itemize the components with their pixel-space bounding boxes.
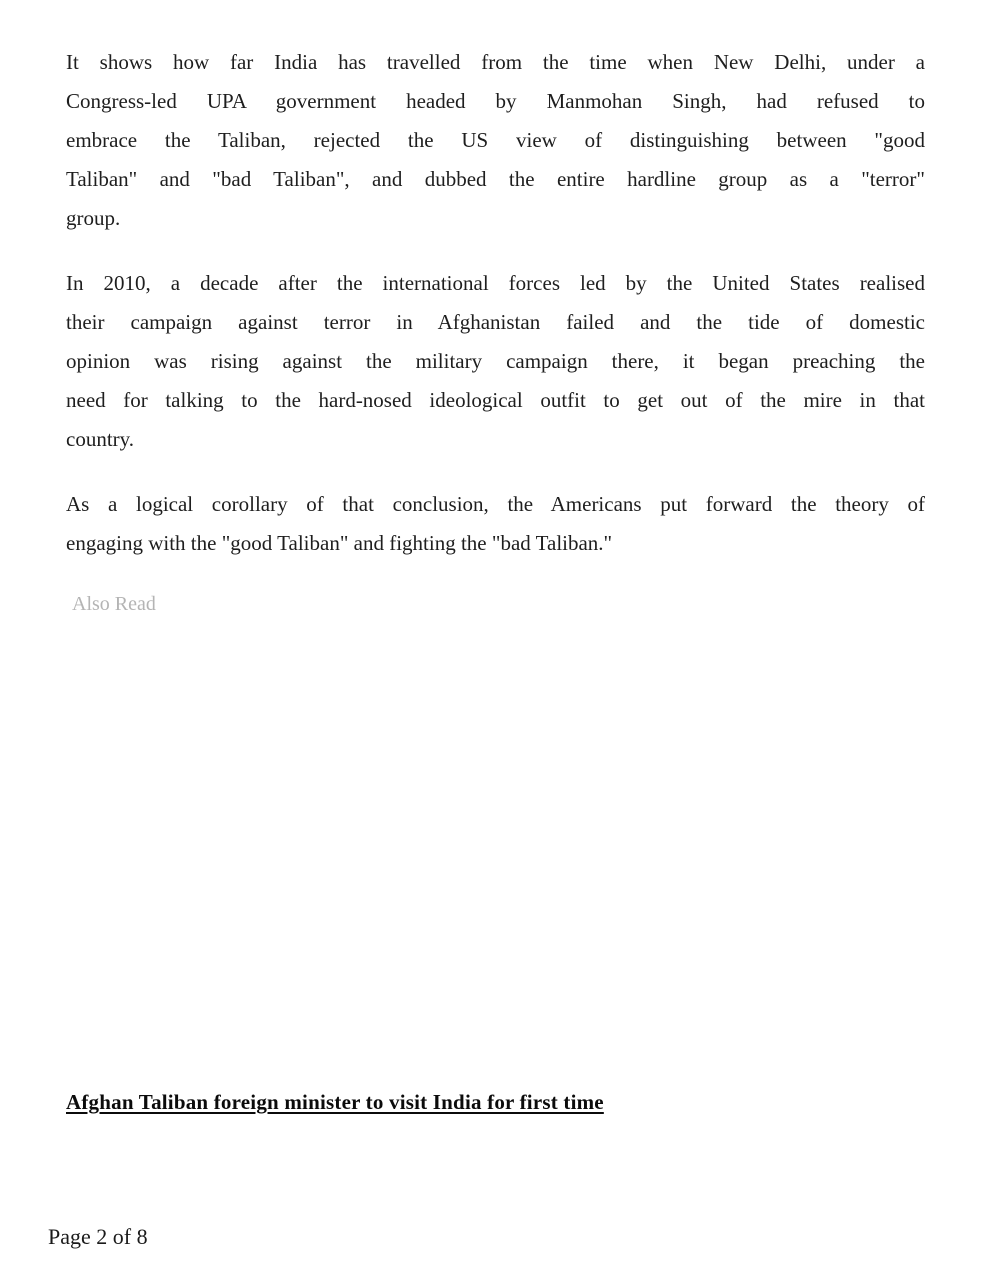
paragraph-line: In 2010, a decade after the international forces led by the United States realised	[66, 271, 925, 295]
paragraph-line: opinion was rising against the military campaign there, it began preaching the	[66, 349, 925, 373]
paragraph-line: As a logical corollary of that conclusion, the Americans put forward the theory of	[66, 492, 925, 516]
paragraph-line: embrace the Taliban, rejected the US view of distinguishing between "good	[66, 128, 925, 152]
paragraph	[66, 485, 925, 563]
paragraph-line: It shows how far India has travelled from the time when New Delhi, under a	[66, 50, 925, 74]
paragraph-line: Taliban" and "bad Taliban", and dubbed the entire hardline group as a "terror"	[66, 167, 925, 191]
paragraph-line: group.	[66, 206, 121, 230]
paragraph	[66, 264, 925, 459]
article-paragraphs	[66, 43, 925, 563]
paragraph-line: need for talking to the hard-nosed ideological outfit to get out of the mire in that	[66, 388, 925, 412]
paragraph-line: their campaign against terror in Afghanistan failed and the tide of domestic	[66, 310, 925, 334]
also-read-label: Also Read	[72, 593, 156, 615]
paragraph-line: country.	[66, 427, 135, 451]
paragraph-line: Congress-led UPA government headed by Manmohan Singh, had refused to	[66, 89, 925, 113]
page-indicator: Page 2 of 8	[48, 1224, 148, 1249]
paragraph	[66, 43, 925, 238]
paragraph-line: engaging with the "good Taliban" and fighting the "bad Taliban."	[66, 531, 613, 555]
article-body	[66, 43, 925, 619]
related-article-link[interactable]: Afghan Taliban foreign minister to visit India for first time	[66, 1090, 604, 1114]
